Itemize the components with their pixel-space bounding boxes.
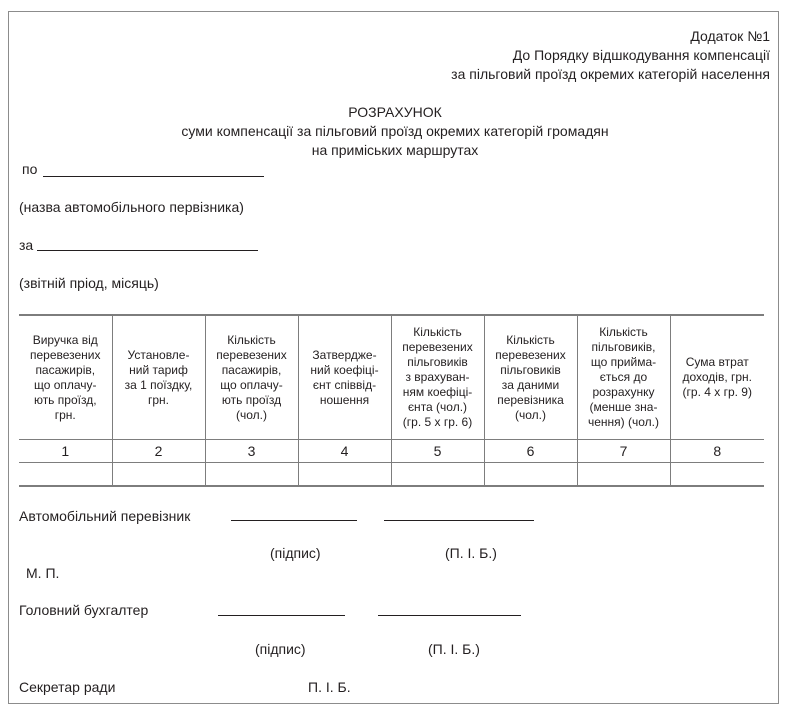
- accountant-name-line[interactable]: [378, 615, 521, 616]
- accountant-signature-line[interactable]: [218, 615, 345, 616]
- header-text: Кількість перевезених пасажирів, що оплачу- ють проїзд (чол.): [216, 332, 287, 422]
- header-text: Виручка від перевезених пасажирів, що оплачу- ють проїзд, грн.: [29, 332, 101, 422]
- column-number: 6: [484, 440, 577, 463]
- column-number: 5: [391, 440, 484, 463]
- secretary-label: Секретар ради: [19, 679, 116, 695]
- data-cell[interactable]: [19, 463, 112, 487]
- data-cell[interactable]: [577, 463, 670, 487]
- accountant-name-caption: (П. І. Б.): [428, 641, 480, 657]
- carrier-signature-line[interactable]: [231, 520, 357, 521]
- period-caption: (звітній пріод, місяць): [19, 275, 159, 291]
- header-text: Кількість пільговиків, що прийма- ється до розрахунку (менше зна- чення) (чол.): [588, 325, 659, 429]
- header-text: Сума втрат доходів, грн. (гр. 4 х гр. 9): [682, 355, 753, 399]
- table-data-row: [19, 463, 764, 487]
- column-number: 4: [298, 440, 391, 463]
- accountant-signature-caption: (підпис): [255, 641, 306, 657]
- po-label: по: [22, 161, 38, 177]
- carrier-name-signature-line[interactable]: [384, 520, 534, 521]
- column-number: 8: [670, 440, 764, 463]
- header-text: Установле- ний тариф за 1 поїздку, грн.: [124, 347, 193, 407]
- data-cell[interactable]: [112, 463, 205, 487]
- carrier-signature-caption: (підпис): [270, 545, 321, 561]
- stamp-label: М. П.: [26, 565, 60, 581]
- carrier-name-line[interactable]: [43, 176, 264, 177]
- column-number: 1: [19, 440, 112, 463]
- accountant-label: Головний бухгалтер: [19, 602, 149, 618]
- column-number: 7: [577, 440, 670, 463]
- header-cell: [670, 315, 764, 440]
- header-cell: [484, 315, 577, 440]
- table-header-row: [19, 315, 764, 440]
- data-cell[interactable]: [484, 463, 577, 487]
- header-cell: [298, 315, 391, 440]
- header-text: Кількість перевезених пільговиків з врахуван- ням коефіці- єнта (чол.) (гр. 5 х гр. 6): [402, 325, 473, 429]
- header-cell: [112, 315, 205, 440]
- annex-number: Додаток №1: [690, 28, 770, 44]
- carrier-name-caption-sig: (П. І. Б.): [445, 545, 497, 561]
- table-number-row: [19, 440, 764, 463]
- carrier-label: Автомобільний перевізник: [19, 508, 191, 524]
- secretary-name: П. І. Б.: [308, 679, 351, 695]
- header-cell: [205, 315, 298, 440]
- za-label: за: [19, 237, 34, 253]
- header-cell: [391, 315, 484, 440]
- document-subtitle-2: на приміських маршрутах: [311, 142, 479, 158]
- carrier-name-caption: (назва автомобільного первізника): [19, 199, 244, 215]
- header-cell: [577, 315, 670, 440]
- calculation-table: [19, 314, 764, 487]
- annex-line-2: за пільговий проїзд окремих категорій населення: [451, 66, 770, 82]
- annex-line-1: До Порядку відшкодування компенсації: [512, 47, 770, 63]
- column-number: 2: [112, 440, 205, 463]
- data-cell[interactable]: [205, 463, 298, 487]
- document-subtitle-1: суми компенсації за пільговий проїзд окремих категорій громадян: [181, 123, 609, 139]
- header-text: Затвердже- ний коефіці- єнт співвід- ношення: [310, 347, 379, 407]
- data-cell[interactable]: [670, 463, 764, 487]
- column-number: 3: [205, 440, 298, 463]
- data-cell[interactable]: [298, 463, 391, 487]
- document-title: РОЗРАХУНОК: [348, 104, 442, 120]
- header-text: Кількість перевезених пільговиків за даними перевізника (чол.): [495, 332, 566, 422]
- header-cell: [19, 315, 112, 440]
- data-cell[interactable]: [391, 463, 484, 487]
- period-line[interactable]: [37, 250, 258, 251]
